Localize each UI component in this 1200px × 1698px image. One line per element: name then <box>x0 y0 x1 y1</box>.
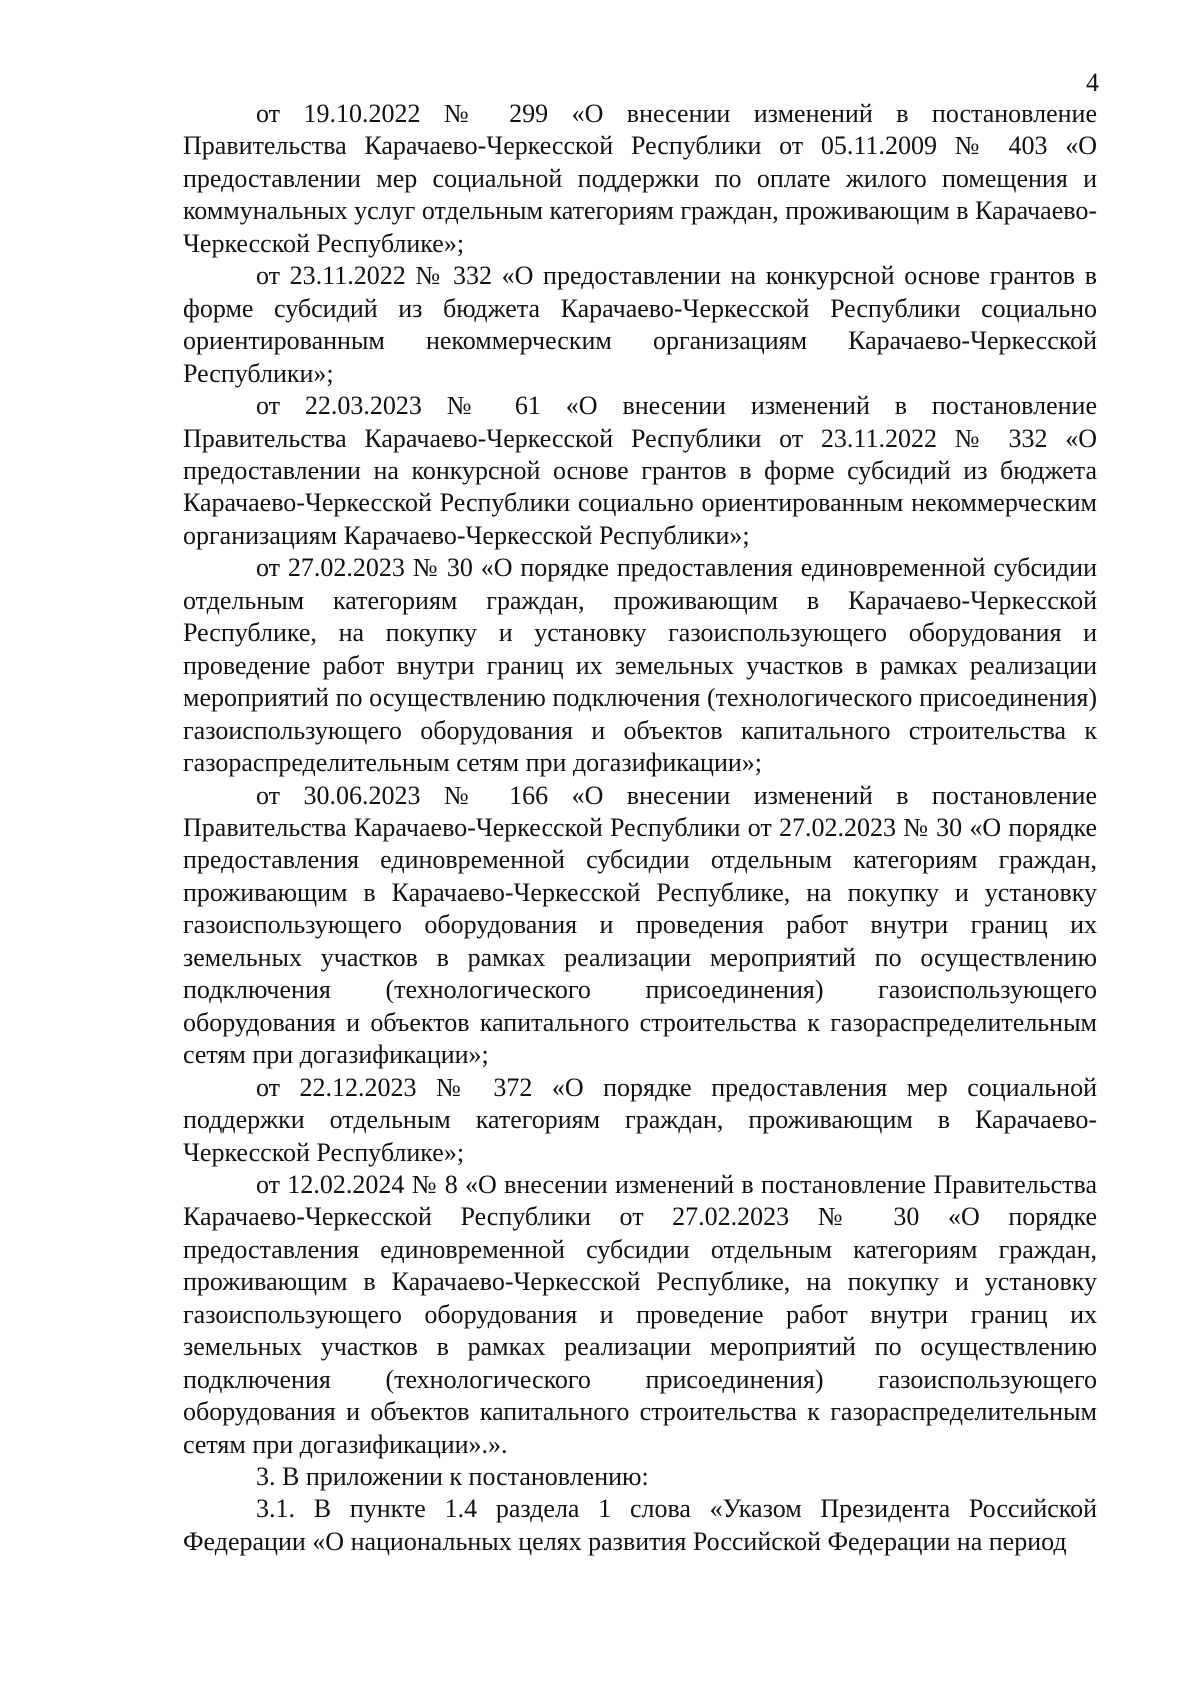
paragraph-resolution-8: от 12.02.2024 № 8 «О внесении изменений в постановление Правительства Карачаево-Черкесской Республики от 27.02.2023 № 30 «О порядке предоставления единовременной субсидии отдельным категориям граждан, проживающим в Карачаево-Черкесской Республике, на покупку и установку газоиспользующего оборудования и проведение работ внутри границ их земельных участков в рамках реализации мероприятий по осуществлению подключения (технологического присоединения) газоиспользующего оборудования и объектов капитального строительства к газораспределительным сетям при догазификации».». <box>183 1169 1097 1459</box>
paragraph-resolution-332: от 23.11.2022 № 332 «О предоставлении на конкурсной основе грантов в форме субсидий из бюджета Карачаево-Черкесской Республики социально ориентированным некоммерческим организациям Карачаево-Черкесской Республики»; <box>183 261 1097 388</box>
paragraph-resolution-372: от 22.12.2023 № 372 «О порядке предоставления мер социальной поддержки отдельным категориям граждан, проживающим в Карачаево-Черкесской Республике»; <box>183 1072 1097 1167</box>
page-number: 4 <box>1086 68 1099 97</box>
paragraph-resolution-30: от 27.02.2023 № 30 «О порядке предоставления единовременной субсидии отдельным категориям граждан, проживающим в Карачаево-Черкесской Республике, на покупку и установку газоиспользующего оборудования и проведение работ внутри границ их земельных участков в рамках реализации мероприятий по осуществлению подключения (технологического присоединения) газоиспользующего оборудования и объектов капитального строительства к газораспределительным сетям при догазификации»; <box>183 553 1097 778</box>
document-body <box>183 98 1097 1558</box>
paragraph-item-3: 3. В приложении к постановлению: <box>256 1462 649 1492</box>
paragraph-resolution-61: от 22.03.2023 № 61 «О внесении изменений в постановление Правительства Карачаево-Черкесской Республики от 23.11.2022 № 332 «О предоставлении на конкурсной основе грантов в форме субсидий из бюджета Карачаево-Черкесской Республики социально ориентированным некоммерческим организациям Карачаево-Черкесской Республики»; <box>183 391 1097 550</box>
paragraph-item-3-1: 3.1. В пункте 1.4 раздела 1 слова «Указом Президента Российской Федерации «О национальных целях развития Российской Федерации на период <box>183 1494 1097 1556</box>
paragraph-resolution-299: от 19.10.2022 № 299 «О внесении изменений в постановление Правительства Карачаево-Черкесской Республики от 05.11.2009 № 403 «О предоставлении мер социальной поддержки по оплате жилого помещения и коммунальных услуг отдельным категориям граждан, проживающим в Карачаево-Черкесской Республике»; <box>183 99 1097 258</box>
paragraph-resolution-166: от 30.06.2023 № 166 «О внесении изменений в постановление Правительства Карачаево-Черкесской Республики от 27.02.2023 № 30 «О порядке предоставления единовременной субсидии отдельным категориям граждан, проживающим в Карачаево-Черкесской Республике, на покупку и установку газоиспользующего оборудования и проведения работ внутри границ их земельных участков в рамках реализации мероприятий по осуществлению подключения (технологического присоединения) газоиспользующего оборудования и объектов капитального строительства к газораспределительным сетям при догазификации»; <box>183 780 1097 1070</box>
